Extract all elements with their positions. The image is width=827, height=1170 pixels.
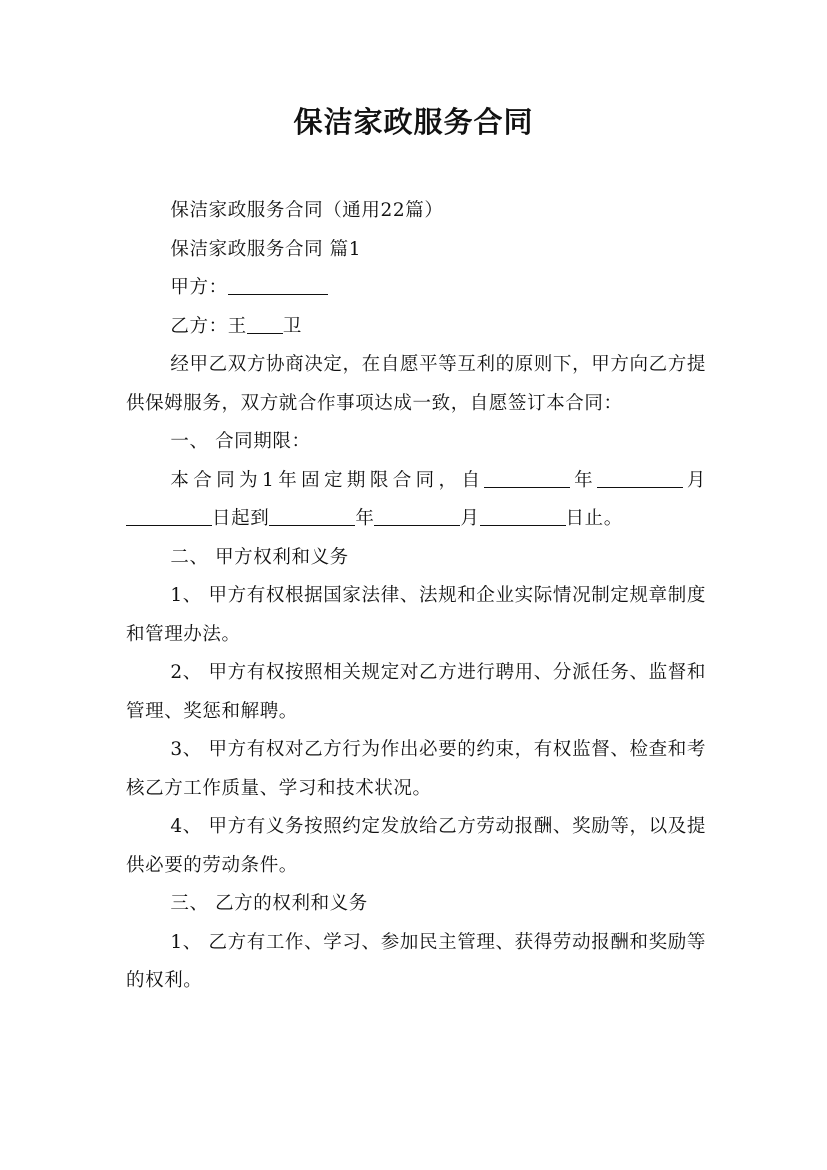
article-2-heading: 二、 甲方权利和义务 bbox=[170, 546, 349, 568]
article-3-item-1: 1、 乙方有工作、学习、参加民主管理、获得劳动报酬和奖励等的权利。 bbox=[126, 931, 706, 991]
article-1-heading: 一、 合同期限： bbox=[170, 431, 311, 452]
term-to-month: 月 bbox=[460, 508, 480, 529]
term-from: 日起到 bbox=[212, 508, 270, 529]
document-body bbox=[126, 192, 706, 1001]
party-b-line bbox=[126, 308, 706, 347]
party-b-blank bbox=[247, 314, 283, 334]
term-to-year: 年 bbox=[355, 508, 375, 529]
term-blank-month bbox=[597, 468, 683, 488]
article-2-item-1: 1、 甲方有权根据国家法律、法规和企业实际情况制定规章制度和管理办法。 bbox=[126, 585, 706, 645]
preamble: 经甲乙双方协商决定，在自愿平等互利的原则下，甲方向乙方提供保姆服务，双方就合作事项达成一致，自愿签订本合同： bbox=[126, 354, 706, 414]
term-blank-to-day bbox=[480, 507, 566, 527]
term-text-1: 本合同为1年固定期限合同，自 bbox=[170, 469, 485, 491]
article-2-item-4: 4、 甲方有义务按照约定发放给乙方劳动报酬、奖励等，以及提供必要的劳动条件。 bbox=[126, 816, 706, 876]
party-b-name-end: 卫 bbox=[282, 315, 302, 337]
term-year: 年 bbox=[570, 469, 598, 491]
term-month: 月 bbox=[683, 469, 707, 491]
term-paragraph bbox=[126, 462, 706, 539]
party-b-name-start: 王 bbox=[227, 315, 247, 337]
party-a-label: 甲方： bbox=[170, 277, 228, 298]
section-heading: 保洁家政服务合同 篇1 bbox=[170, 238, 362, 260]
term-blank-year bbox=[484, 468, 570, 488]
article-2-item-2: 2、 甲方有权按照相关规定对乙方进行聘用、分派任务、监督和管理、奖惩和解聘。 bbox=[126, 662, 706, 722]
party-a-blank bbox=[228, 276, 328, 296]
term-blank-day bbox=[126, 507, 212, 527]
term-blank-to-month bbox=[374, 507, 460, 527]
term-end: 日止。 bbox=[565, 508, 623, 529]
term-blank-to-year bbox=[269, 507, 355, 527]
party-b-label: 乙方： bbox=[170, 315, 228, 337]
article-3-heading: 三、 乙方的权利和义务 bbox=[170, 893, 368, 914]
document-title: 保洁家政服务合同 bbox=[293, 105, 534, 139]
subtitle: 保洁家政服务合同（通用22篇） bbox=[170, 200, 444, 221]
article-2-item-3: 3、 甲方有权对乙方行为作出必要的约束，有权监督、检查和考核乙方工作质量、学习和技术状况。 bbox=[126, 739, 706, 799]
party-a-line bbox=[126, 269, 706, 308]
